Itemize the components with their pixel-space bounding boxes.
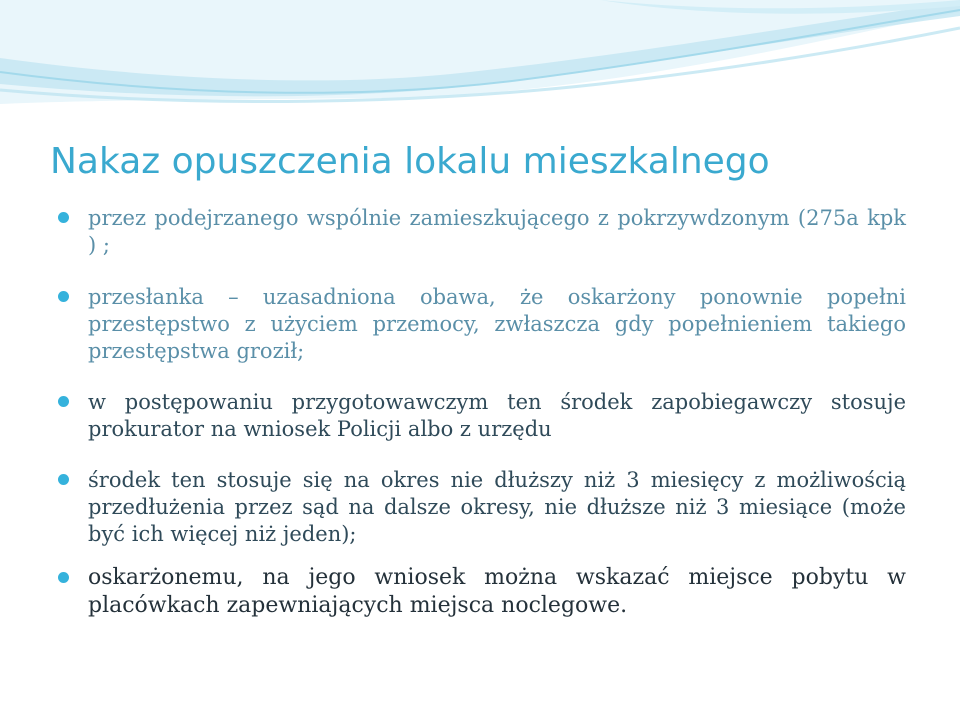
bullet-item bbox=[56, 467, 906, 548]
bullet-dot-icon bbox=[58, 474, 69, 485]
bullet-item bbox=[56, 389, 906, 443]
header-wave-decoration bbox=[0, 0, 960, 115]
bullet-text: przez podejrzanego wspólnie zamieszkującego z pokrzywdzonym (275a kpk ) ; bbox=[88, 206, 906, 257]
bullet-dot-icon bbox=[58, 572, 69, 583]
bullet-item bbox=[56, 205, 906, 259]
bullet-dot-icon bbox=[58, 212, 69, 223]
bullet-text: w postępowaniu przygotowawczym ten środek zapobiegawczy stosuje prokurator na wniosek Policji albo z urzędu bbox=[88, 390, 906, 441]
bullet-dot-icon bbox=[58, 396, 69, 407]
bullet-list bbox=[56, 205, 906, 620]
bullet-item bbox=[56, 564, 906, 620]
bullet-item bbox=[56, 284, 906, 365]
bullet-text: oskarżonemu, na jego wniosek można wskazać miejsce pobytu w placówkach zapewniających miejsca noclegowe. bbox=[88, 565, 906, 618]
bullet-text: środek ten stosuje się na okres nie dłuższy niż 3 miesięcy z możliwością przedłużenia przez sąd na dalsze okresy, nie dłuższe niż 3 miesiące (może być ich więcej niż jeden); bbox=[88, 468, 906, 546]
bullet-text: przesłanka – uzasadniona obawa, że oskarżony ponownie popełni przestępstwo z użyciem przemocy, zwłaszcza gdy popełnieniem takiego przestępstwa groził; bbox=[88, 285, 906, 363]
bullet-dot-icon bbox=[58, 291, 69, 302]
slide-title: Nakaz opuszczenia lokalu mieszkalnego bbox=[50, 141, 770, 182]
